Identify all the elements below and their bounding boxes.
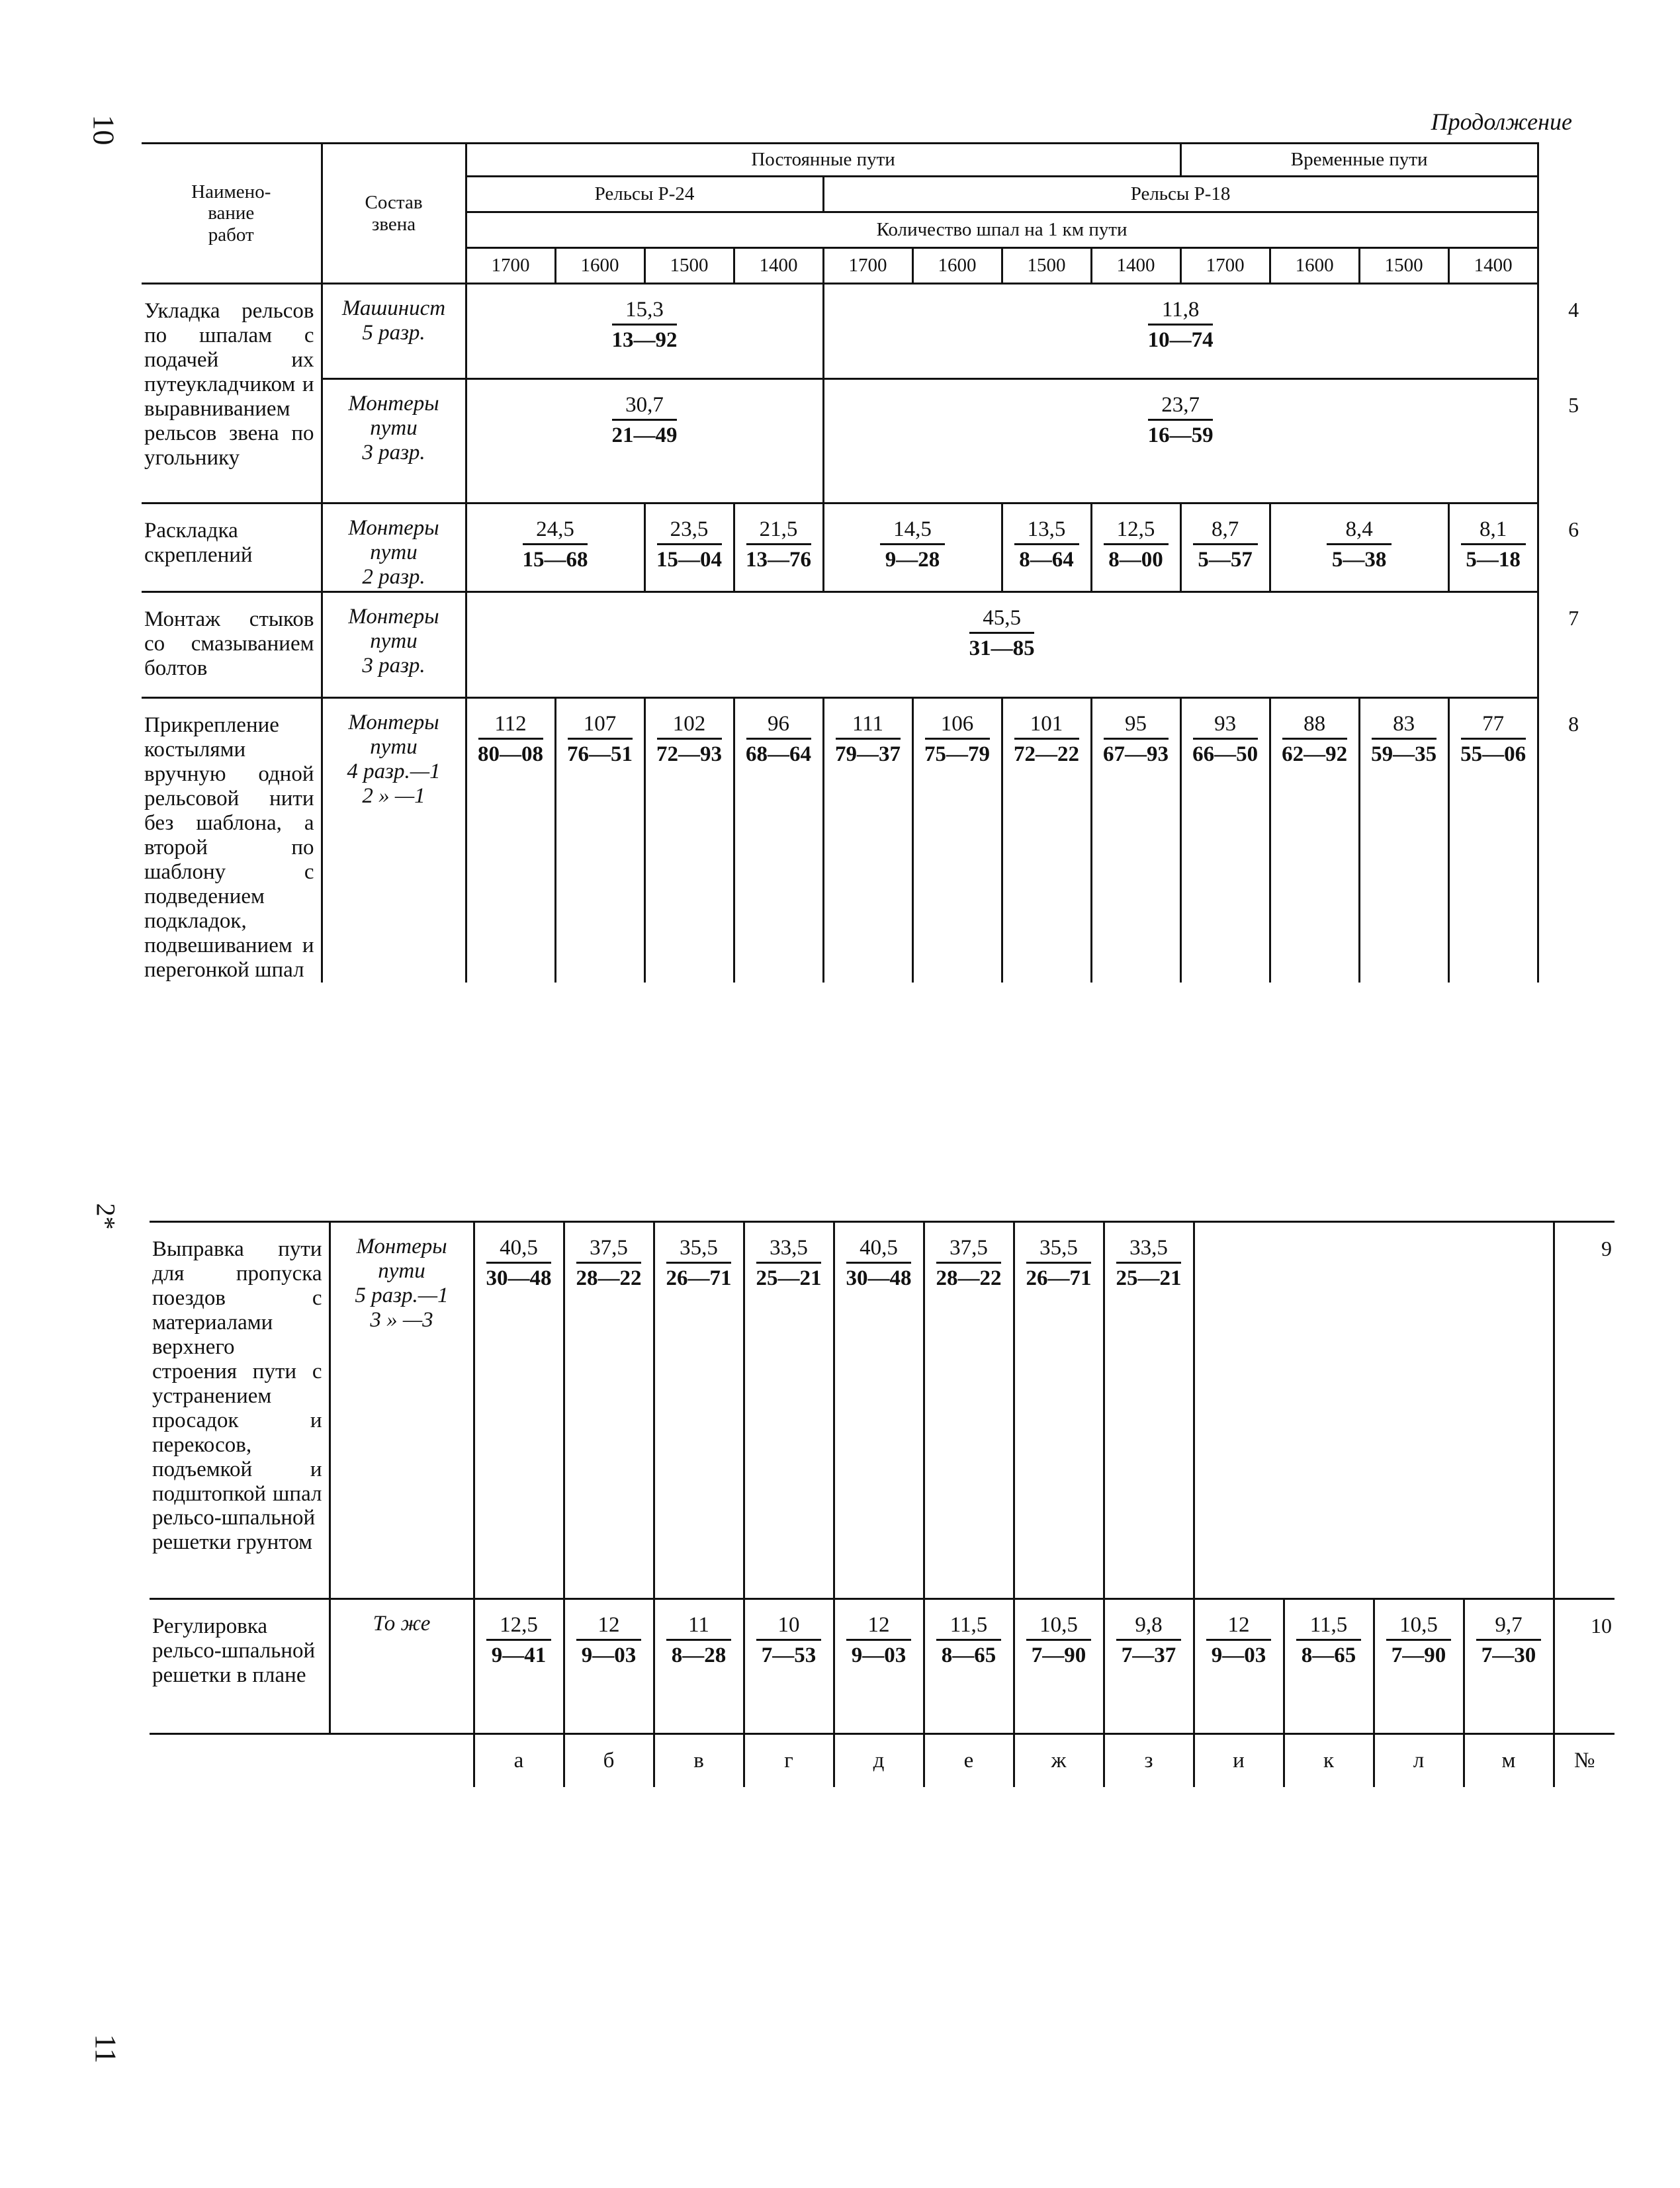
norm-cell: 10,5 7—90 [1014, 1599, 1104, 1734]
work-name-regulation: Регулировка рельсо-шпальной решетки в плане [150, 1599, 330, 1734]
norm-cell: 21,5 13—76 [734, 503, 823, 592]
norm-cell: 83 59—35 [1359, 698, 1448, 983]
norm-cell: 11,8 10—74 [823, 284, 1538, 379]
density-cell: 1600 [555, 248, 644, 284]
norm-cell: 11,5 8—65 [924, 1599, 1014, 1734]
column-letter: е [924, 1734, 1014, 1787]
norm-cell: 96 68—64 [734, 698, 823, 983]
norm-cell: 12,5 9—41 [474, 1599, 564, 1734]
norm-cell: 30,7 21—49 [466, 379, 823, 503]
norm-cell: 37,5 28—22 [924, 1222, 1014, 1599]
row-number: 5 [1538, 379, 1581, 503]
norm-cell: 112 80—08 [466, 698, 555, 983]
norm-cell: 24,5 15—68 [466, 503, 644, 592]
norm-cell: 107 76—51 [555, 698, 644, 983]
column-number-sign: № [1554, 1734, 1614, 1787]
norm-cell: 14,5 9—28 [823, 503, 1002, 592]
row-number: 8 [1538, 698, 1581, 983]
crew-cell: Машинист 5 разр. [322, 284, 466, 379]
row-number: 4 [1538, 284, 1581, 379]
density-cell: 1600 [912, 248, 1002, 284]
header-rails-p18: Рельсы Р-18 [823, 177, 1538, 212]
header-temporary: Временные пути [1180, 144, 1538, 177]
norm-cell: 12 9—03 [564, 1599, 654, 1734]
column-letter: б [564, 1734, 654, 1787]
row-number: 9 [1554, 1222, 1614, 1599]
work-name-fastenings: Раскладка скреплений [142, 503, 322, 592]
norm-cell: 12 9—03 [1194, 1599, 1284, 1734]
work-name-straightening: Выправка пути для пропуска поездов с материалами верхнего строения пути с устранением просадок и перекосов, подъемкой и подштопкой шпал рельсо-шпальной решетки грунтом [150, 1222, 330, 1599]
norm-cell: 37,5 28—22 [564, 1222, 654, 1599]
column-letter: к [1284, 1734, 1374, 1787]
norm-cell: 23,5 15—04 [644, 503, 734, 592]
column-letter: м [1464, 1734, 1554, 1787]
crew-cell: Монтеры пути 2 разр. [322, 503, 466, 592]
work-name-rails-laying: Укладка рельсов по шпалам с подачей их путеукладчиком и выравниванием рельсов звена по угольнику [142, 284, 322, 503]
work-name-joints: Монтаж стыков со смазыванием болтов [142, 592, 322, 698]
norm-cell: 35,5 26—71 [654, 1222, 744, 1599]
column-letter: з [1104, 1734, 1194, 1787]
norm-cell: 12,5 8—00 [1091, 503, 1180, 592]
column-letter: л [1374, 1734, 1464, 1787]
column-letter: ж [1014, 1734, 1104, 1787]
norm-cell: 8,7 5—57 [1180, 503, 1270, 592]
crew-cell: Монтеры пути 3 разр. [322, 592, 466, 698]
norm-cell: 106 75—79 [912, 698, 1002, 983]
density-cell: 1500 [1002, 248, 1091, 284]
norm-cell: 8,4 5—38 [1270, 503, 1448, 592]
norm-cell: 33,5 25—21 [744, 1222, 834, 1599]
norm-cell: 9,7 7—30 [1464, 1599, 1554, 1734]
empty-cell [1194, 1222, 1554, 1599]
crew-cell: То же [330, 1599, 474, 1734]
norm-cell: 102 72—93 [644, 698, 734, 983]
norm-cell: 111 79—37 [823, 698, 912, 983]
norm-cell: 8,1 5—18 [1448, 503, 1538, 592]
norm-cell: 88 62—92 [1270, 698, 1359, 983]
column-letter: в [654, 1734, 744, 1787]
row-number: 7 [1538, 592, 1581, 698]
norm-cell: 95 67—93 [1091, 698, 1180, 983]
signature-mark: 2* [91, 1203, 121, 1230]
page-number-top: 10 [87, 114, 121, 146]
norm-cell: 35,5 26—71 [1014, 1222, 1104, 1599]
row-number: 6 [1538, 503, 1581, 592]
norms-table-part2 [150, 1221, 1614, 1787]
norm-cell: 11 8—28 [654, 1599, 744, 1734]
norm-cell: 93 66—50 [1180, 698, 1270, 983]
header-work-name: Наимено- вание работ [142, 144, 322, 284]
density-cell: 1500 [1359, 248, 1448, 284]
norm-cell: 13,5 8—64 [1002, 503, 1091, 592]
norm-cell: 10 7—53 [744, 1599, 834, 1734]
density-cell: 1400 [1091, 248, 1180, 284]
norms-table-part1 [142, 142, 1581, 983]
norm-cell: 9,8 7—37 [1104, 1599, 1194, 1734]
row-number: 10 [1554, 1599, 1614, 1734]
norm-cell: 11,5 8—65 [1284, 1599, 1374, 1734]
density-cell: 1700 [466, 248, 555, 284]
norm-cell: 45,5 31—85 [466, 592, 1538, 698]
crew-cell: Монтеры пути 5 разр.—1 3 » —3 [330, 1222, 474, 1599]
norm-cell: 23,7 16—59 [823, 379, 1538, 503]
column-letter: а [474, 1734, 564, 1787]
crew-cell: Монтеры пути 4 разр.—1 2 » —1 [322, 698, 466, 983]
header-rails-p24: Рельсы Р-24 [466, 177, 823, 212]
norm-cell: 101 72—22 [1002, 698, 1091, 983]
page-number-bottom: 11 [89, 2034, 123, 2064]
density-cell: 1400 [1448, 248, 1538, 284]
norm-cell: 12 9—03 [834, 1599, 924, 1734]
density-cell: 1700 [1180, 248, 1270, 284]
column-letter: и [1194, 1734, 1284, 1787]
density-cell: 1700 [823, 248, 912, 284]
density-cell: 1400 [734, 248, 823, 284]
crew-cell: Монтеры пути 3 разр. [322, 379, 466, 503]
column-letter: д [834, 1734, 924, 1787]
column-letter: г [744, 1734, 834, 1787]
norm-cell: 40,5 30—48 [834, 1222, 924, 1599]
header-permanent: Постоянные пути [466, 144, 1180, 177]
header-sleepers-count: Количество шпал на 1 км пути [466, 212, 1538, 248]
norm-cell: 77 55—06 [1448, 698, 1538, 983]
norm-cell: 10,5 7—90 [1374, 1599, 1464, 1734]
work-name-spiking: Прикрепление костылями вручную одной рельсовой нити без шаблона, а второй по шаблону с подведением подкладок, подвешиванием и перегонкой шпал [142, 698, 322, 983]
norm-cell: 40,5 30—48 [474, 1222, 564, 1599]
norm-cell: 15,3 13—92 [466, 284, 823, 379]
norm-cell: 33,5 25—21 [1104, 1222, 1194, 1599]
header-crew: Состав звена [322, 144, 466, 284]
density-cell: 1600 [1270, 248, 1359, 284]
continuation-label: Продолжение [1431, 109, 1572, 135]
density-cell: 1500 [644, 248, 734, 284]
